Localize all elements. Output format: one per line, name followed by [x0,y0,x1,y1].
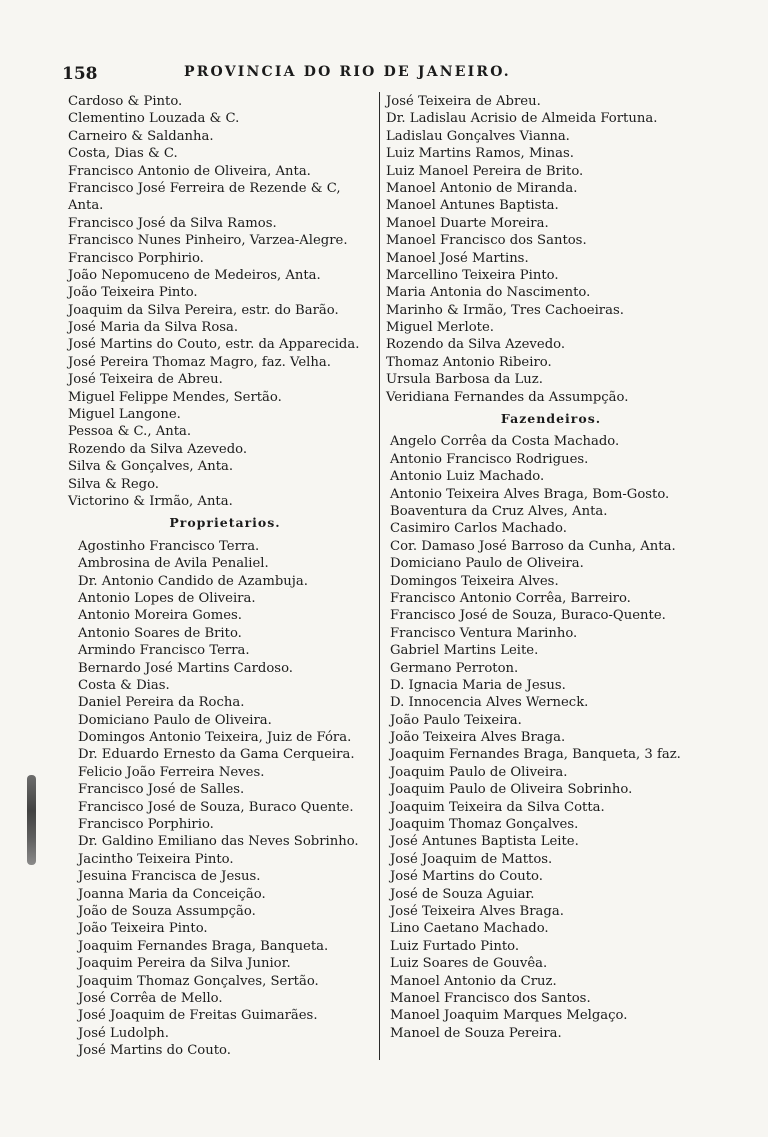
right-proprietario-entry: Ursula Barbosa da Luz. [386,372,543,388]
left-merchant-entry: José Martins do Couto, estr. da Apparecida. [68,337,360,353]
right-fazendeiro-entry: Francisco Antonio Corrêa, Barreiro. [390,590,631,606]
left-proprietario-entry: Dr. Antonio Candido de Azambuja. [78,573,308,589]
right-fazendeiro-entry: Boaventura da Cruz Alves, Anta. [390,504,608,519]
left-merchant-entry: Clementino Louzada & C. [68,111,240,127]
right-fazendeiro-entry: Francisco José de Souza, Buraco-Quente. [390,608,666,624]
right-proprietario-entry: Manoel Antonio de Miranda. [386,180,578,196]
left-merchant-entry: Francisco Porphirio. [68,250,204,266]
right-fazendeiro-entry: Germano Perroton. [390,660,519,676]
left-merchant-entry: Francisco Nunes Pinheiro, Varzea-Alegre. [68,233,348,249]
left-merchant-entry: Francisco Antonio de Oliveira, Anta. [68,163,311,179]
left-proprietario-entry: Daniel Pereira da Rocha. [78,695,245,711]
right-fazendeiro-entry: D. Ignacia Maria de Jesus. [390,677,566,693]
left-merchant-entry: Pessoa & C., Anta. [68,424,192,440]
right-fazendeiro-entry: Joaquim Thomaz Gonçalves. [390,817,579,833]
left-merchant-entry: Cardoso & Pinto. [68,94,183,109]
right-fazendeiro-entry: D. Innocencia Alves Werneck. [390,695,589,711]
right-fazendeiro-entry: José Joaquim de Mattos. [390,851,553,867]
right-fazendeiro-entry: Antonio Francisco Rodrigues. [390,451,589,467]
right-fazendeiro-entry: José de Souza Aguiar. [390,886,535,902]
left-merchant-entry: Miguel Felippe Mendes, Sertão. [68,389,282,405]
right-fazendeiro-entry: Antonio Luiz Machado. [390,469,545,485]
right-proprietario-entry: José Teixeira de Abreu. [386,94,541,109]
left-proprietario-entry: Costa & Dias. [78,677,170,693]
left-proprietario-entry: Agostinho Francisco Terra. [78,538,260,554]
left-proprietario-entry: Joaquim Fernandes Braga, Banqueta. [78,938,329,954]
right-fazendeiro-entry: Joaquim Paulo de Oliveira. [390,764,568,780]
left-proprietario-entry: Armindo Francisco Terra. [78,643,250,659]
right-proprietario-entry: Dr. Ladislau Acrisio de Almeida Fortuna. [386,111,658,127]
right-proprietario-entry: Veridiana Fernandes da Assumpção. [386,389,629,405]
left-proprietario-entry: José Martins do Couto. [78,1043,231,1059]
left-proprietario-entry: João de Souza Assumpção. [78,903,256,919]
section-title-proprietarios: Proprietarios. [169,515,281,531]
left-proprietario-entry: Felicio João Ferreira Neves. [78,764,265,780]
right-list-proprietarios-cont [386,93,716,406]
right-fazendeiro-entry: José Antunes Baptista Leite. [390,834,579,850]
right-fazendeiro-entry: João Teixeira Alves Braga. [390,730,566,746]
section-title-fazendeiros: Fazendeiros. [500,411,602,427]
right-proprietario-entry: Manoel José Martins. [386,250,529,266]
right-proprietario-entry: Maria Antonia do Nascimento. [386,285,591,301]
left-proprietario-entry: Dr. Galdino Emiliano das Neves Sobrinho. [78,834,359,850]
left-proprietario-entry: Antonio Lopes de Oliveira. [78,590,256,606]
right-fazendeiro-entry: Luiz Soares de Gouvêa. [390,956,548,972]
right-fazendeiro-entry: Manoel Antonio da Cruz. [390,973,557,989]
left-proprietario-entry: Antonio Soares de Brito. [78,625,242,641]
right-proprietario-entry: Thomaz Antonio Ribeiro. [386,354,552,370]
left-merchant-entry: José Maria da Silva Rosa. [68,320,239,336]
right-proprietario-entry: Ladislau Gonçalves Vianna. [386,128,570,144]
right-fazendeiro-entry: Domingos Teixeira Alves. [390,573,559,589]
right-proprietario-entry: Manoel Francisco dos Santos. [386,233,587,249]
right-list-fazendeiros [386,433,716,1042]
left-proprietario-entry: Francisco José de Souza, Buraco Quente. [78,799,354,815]
left-proprietario-entry: Domiciano Paulo de Oliveira. [78,712,272,728]
right-fazendeiro-entry: Casimiro Carlos Machado. [390,521,567,537]
right-proprietario-entry: Manoel Antunes Baptista. [386,198,559,214]
right-fazendeiro-entry: Angelo Corrêa da Costa Machado. [390,434,620,450]
right-fazendeiro-entry: Cor. Damaso José Barroso da Cunha, Anta. [390,538,676,554]
left-merchant-entry: Francisco José Ferreira de Rezende & C, [68,180,341,196]
right-proprietario-entry: Luiz Martins Ramos, Minas. [386,146,574,162]
left-list-merchants [66,93,384,510]
left-list-proprietarios [66,538,384,1060]
left-proprietario-entry: Francisco Porphirio. [78,817,214,833]
right-proprietario-entry: Manoel Duarte Moreira. [386,215,549,231]
left-proprietario-entry: Francisco José de Salles. [78,782,245,798]
left-merchant-entry: Rozendo da Silva Azevedo. [68,441,248,457]
right-fazendeiro-entry: Lino Caetano Machado. [390,921,549,937]
left-merchant-entry: José Pereira Thomaz Magro, faz. Velha. [68,354,331,370]
left-merchant-entry: João Nepomuceno de Medeiros, Anta. [68,267,321,283]
binding-mark [27,775,36,865]
left-merchant-entry: João Teixeira Pinto. [68,285,198,301]
right-fazendeiro-entry: Domiciano Paulo de Oliveira. [390,556,584,572]
right-fazendeiro-entry: Gabriel Martins Leite. [390,643,539,659]
right-column [386,93,716,1042]
right-fazendeiro-entry: Joaquim Fernandes Braga, Banqueta, 3 faz. [390,747,681,763]
left-proprietario-entry: Jesuina Francisca de Jesus. [78,869,261,885]
right-fazendeiro-entry: Antonio Teixeira Alves Braga, Bom-Gosto. [390,486,670,502]
right-proprietario-entry: Marinho & Irmão, Tres Cachoeiras. [386,302,624,318]
page-header-title: PROVINCIA DO RIO DE JANEIRO. [184,64,511,80]
left-merchant-entry: Silva & Gonçalves, Anta. [68,459,234,475]
right-fazendeiro-entry: Luiz Furtado Pinto. [390,938,520,954]
left-proprietario-entry: José Joaquim de Freitas Guimarães. [78,1008,318,1024]
left-proprietario-entry: João Teixeira Pinto. [78,921,208,937]
left-proprietario-entry: Joaquim Thomaz Gonçalves, Sertão. [78,973,319,989]
left-merchant-entry: Carneiro & Saldanha. [68,128,214,144]
right-fazendeiro-entry: Joaquim Paulo de Oliveira Sobrinho. [390,782,633,798]
left-proprietario-entry: Bernardo José Martins Cardoso. [78,660,293,676]
left-merchant-entry: Silva & Rego. [68,476,159,492]
left-proprietario-entry: José Ludolph. [78,1025,169,1041]
left-merchant-entry: Victorino & Irmão, Anta. [68,493,233,509]
right-fazendeiro-entry: José Teixeira Alves Braga. [390,903,564,919]
right-proprietario-entry: Luiz Manoel Pereira de Brito. [386,163,584,179]
left-merchant-entry: Miguel Langone. [68,407,181,423]
left-column [66,93,384,1060]
page-number: 158 [62,64,98,84]
left-merchant-entry: Francisco José da Silva Ramos. [68,215,277,231]
right-fazendeiro-entry: José Martins do Couto. [390,869,543,885]
left-proprietario-entry: Antonio Moreira Gomes. [78,608,242,624]
left-proprietario-entry: Ambrosina de Avila Penaliel. [78,556,269,572]
left-proprietario-entry: Dr. Eduardo Ernesto da Gama Cerqueira. [78,747,355,763]
right-proprietario-entry: Miguel Merlote. [386,320,494,336]
right-fazendeiro-entry: Joaquim Teixeira da Silva Cotta. [390,799,605,815]
left-proprietario-entry: Joaquim Pereira da Silva Junior. [78,956,291,972]
left-merchant-entry: Anta. [68,198,104,214]
right-fazendeiro-entry: Francisco Ventura Marinho. [390,625,578,641]
left-proprietario-entry: Jacintho Teixeira Pinto. [78,851,234,867]
left-merchant-entry: Joaquim da Silva Pereira, estr. do Barão. [68,302,339,318]
right-proprietario-entry: Marcellino Teixeira Pinto. [386,267,559,283]
right-fazendeiro-entry: Manoel Francisco dos Santos. [390,990,591,1006]
left-proprietario-entry: Joanna Maria da Conceição. [78,886,266,902]
right-fazendeiro-entry: João Paulo Teixeira. [390,712,522,728]
left-proprietario-entry: José Corrêa de Mello. [78,990,223,1006]
left-proprietario-entry: Domingos Antonio Teixeira, Juiz de Fóra. [78,730,352,746]
right-proprietario-entry: Rozendo da Silva Azevedo. [386,337,566,353]
left-merchant-entry: José Teixeira de Abreu. [68,372,223,388]
right-fazendeiro-entry: Manoel Joaquim Marques Melgaço. [390,1008,628,1024]
left-merchant-entry: Costa, Dias & C. [68,146,178,162]
right-fazendeiro-entry: Manoel de Souza Pereira. [390,1025,562,1041]
